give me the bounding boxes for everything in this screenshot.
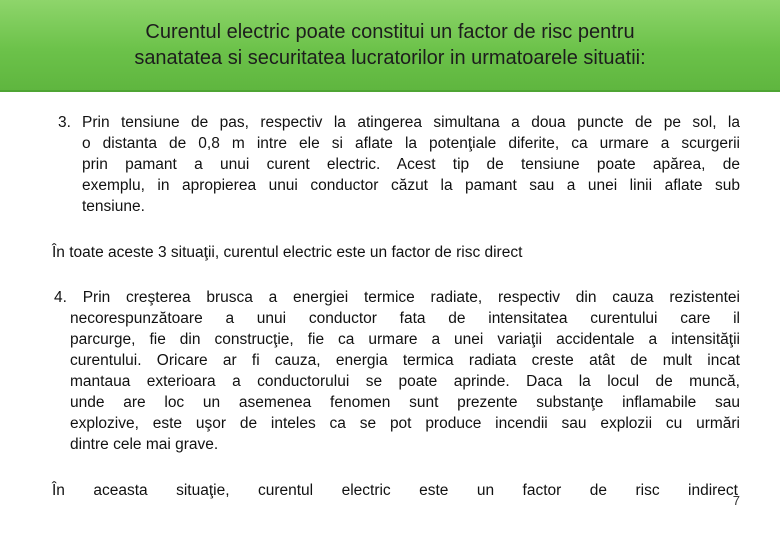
page-number: 7: [732, 493, 740, 508]
list-item-4-text: [70, 308, 740, 455]
list-item-3-line: prin pamant a unui curent electric. Acest tip de tensiune poate apărea, de: [82, 156, 740, 173]
list-item-4-line: unde are loc un asemenea fenomen sunt prezente substanţe inflamabile sau: [70, 394, 740, 411]
list-item-3: [58, 112, 740, 217]
list-item-4-line: mantaua exterioara a conductorului se poate aprinde. Daca la locul de muncă,: [70, 373, 740, 390]
slide-title-line-1: Curentul electric poate constitui un factor de risc pentru: [145, 21, 635, 43]
list-item-4-line: necorespunzătoare a unui conductor fata de intensitatea curentului care il: [70, 310, 740, 327]
list-item-4-line: curentului. Oricare ar fi cauza, energia termica radiata creste atât de mult incat: [70, 352, 740, 369]
list-item-3-text: [82, 112, 740, 217]
summary-direct-risk: În toate aceste 3 situaţii, curentul electric este un factor de risc direct: [52, 244, 523, 261]
list-item-3-line: o distanta de 0,8 m intre ele si aflate la potenţiale diferite, ca urmare a scurgerii: [82, 135, 740, 152]
list-item-4-line: explozive, este uşor de inteles ca se pot produce incendii sau explozii cu urmări: [70, 415, 740, 432]
summary-indirect-risk: În aceasta situaţie, curentul electric este un factor de risc indirect: [52, 482, 738, 499]
slide-content: [0, 92, 780, 540]
slide-title-line-2: sanatatea si securitatea lucratorilor in urmatoarele situatii:: [134, 47, 646, 69]
list-item-4-first-line: 4. Prin creşterea brusca a energiei termice radiate, respectiv din cauza rezistentei: [54, 289, 740, 306]
slide-title-bar: [0, 0, 780, 92]
list-item-4: [54, 287, 740, 455]
list-item-3-line: Prin tensiune de pas, respectiv la atingerea simultana a doua puncte de pe sol, la: [82, 114, 740, 131]
list-item-3-line: tensiune.: [82, 198, 145, 215]
list-item-4-line: parcurge, fie din construcţie, fie ca urmare a unei variaţii accidentale a intensităţii: [70, 331, 740, 348]
list-item-4-line: dintre cele mai grave.: [70, 436, 219, 453]
list-item-3-line: exemplu, in apropierea unui conductor căzut la pamant sau a unei linii aflate sub: [82, 177, 740, 194]
list-item-3-number: 3.: [58, 114, 71, 131]
